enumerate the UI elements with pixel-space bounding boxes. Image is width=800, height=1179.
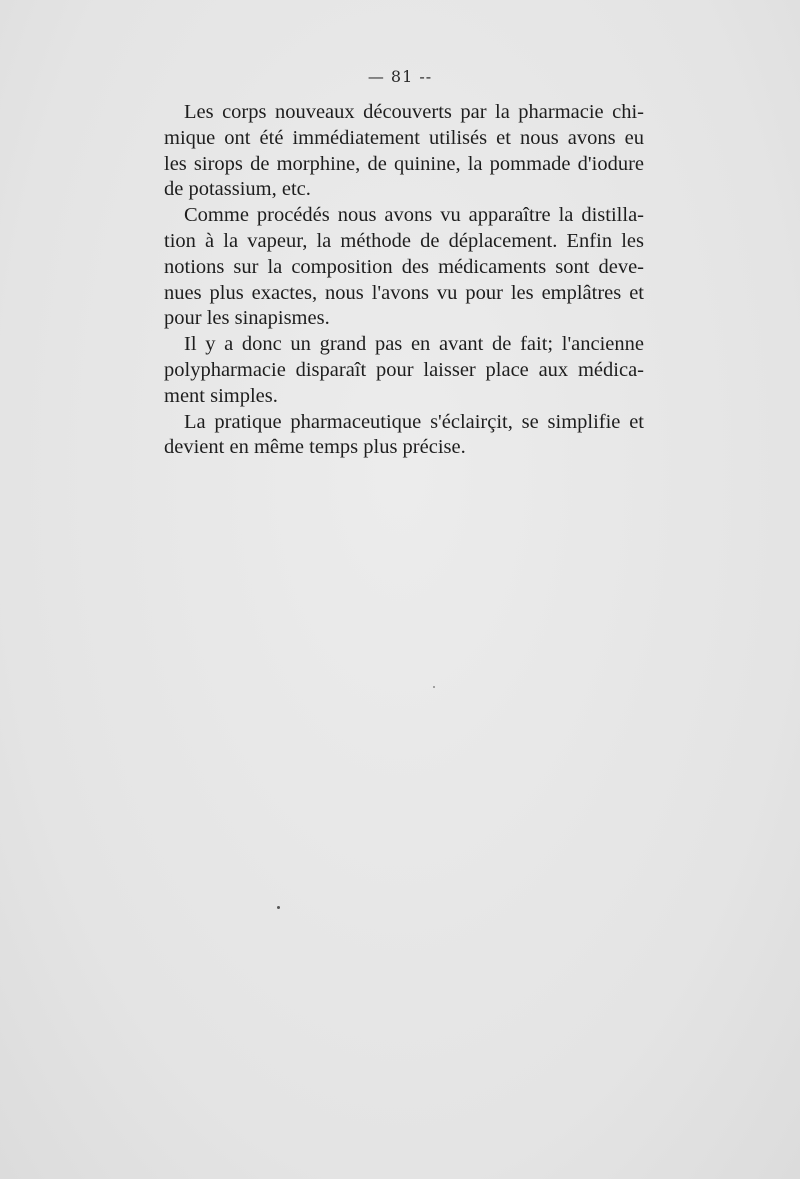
text-line: polypharmacie disparaît pour laisser place aux médica- xyxy=(164,358,644,381)
text-line: tion à la vapeur, la méthode de déplacement. Enfin les xyxy=(164,229,644,252)
text-line: Comme procédés nous avons vu apparaître la distilla- xyxy=(184,204,644,227)
paper-speck xyxy=(433,686,435,688)
text-line: mique ont été immédiatement utilisés et nous avons eu xyxy=(164,126,644,149)
paper-speck xyxy=(277,906,280,909)
text-line: notions sur la composition des médicaments sont deve- xyxy=(164,255,644,278)
text-line: nues plus exactes, nous l'avons vu pour les emplâtres et xyxy=(164,281,644,304)
text-line: Les corps nouveaux découverts par la pharmacie chi- xyxy=(184,101,644,123)
paragraph-2 xyxy=(164,203,644,332)
text-line: Il y a donc un grand pas en avant de fait; l'ancienne xyxy=(184,333,644,356)
paragraph-1 xyxy=(164,100,644,203)
text-line: les sirops de morphine, de quinine, la pommade d'iodure xyxy=(164,152,644,175)
text-line: ment simples. xyxy=(164,384,278,407)
text-line: La pratique pharmaceutique s'éclairçit, se simplifie et xyxy=(184,410,644,433)
paragraph-4 xyxy=(164,410,644,462)
text-line: devient en même temps plus précise. xyxy=(164,436,466,459)
text-line: de potassium, etc. xyxy=(164,178,311,201)
page-number: — 81 -- xyxy=(367,67,433,86)
body-text xyxy=(164,100,644,461)
paragraph-3 xyxy=(164,332,644,409)
text-line: pour les sinapismes. xyxy=(164,307,330,330)
